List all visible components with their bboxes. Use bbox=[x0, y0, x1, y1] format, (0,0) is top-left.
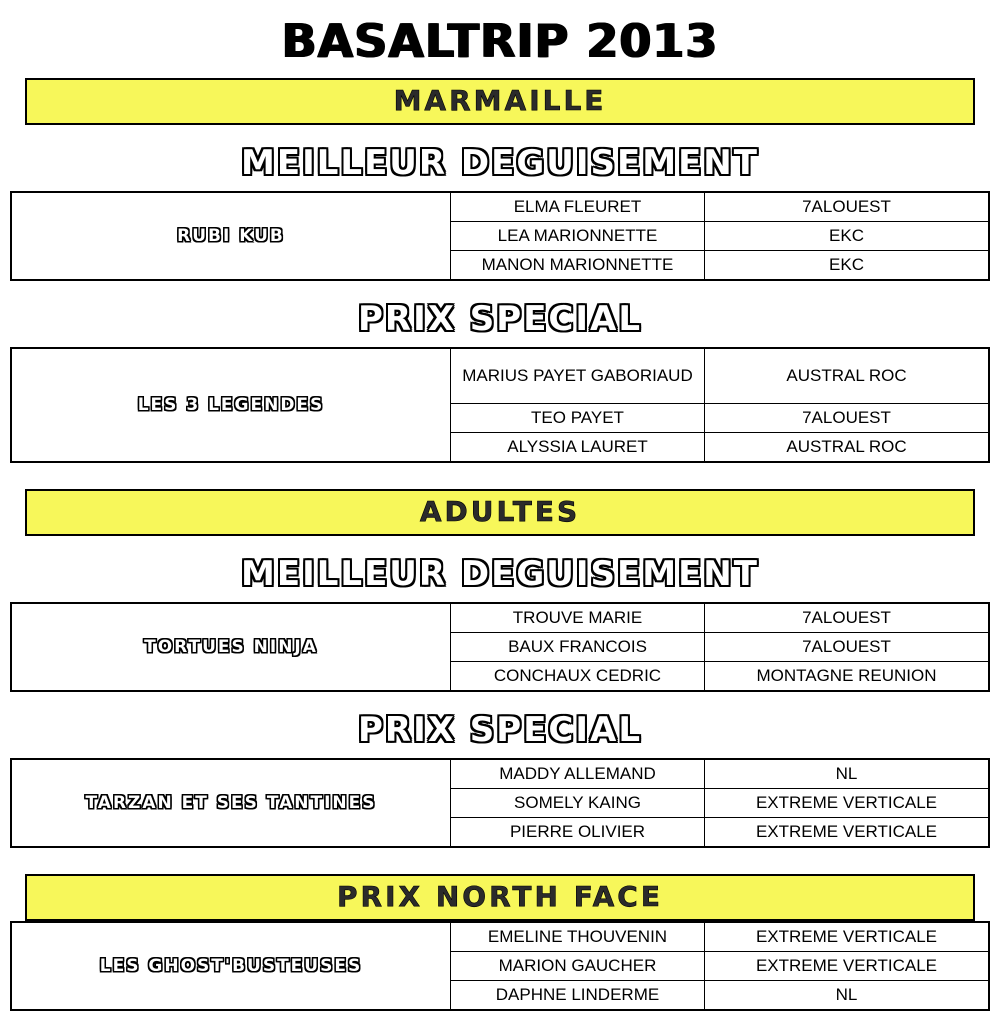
section-banner-label: ADULTES bbox=[419, 495, 581, 528]
club-name: EKC bbox=[705, 222, 990, 251]
club-name: AUSTRAL ROC bbox=[705, 348, 990, 404]
results-page bbox=[0, 14, 1000, 1004]
award-heading-meilleur-deguisement-marmaille: MEILLEUR DEGUISEMENT bbox=[241, 143, 759, 183]
section-banner-prix-north-face bbox=[25, 874, 975, 921]
table-row bbox=[11, 759, 989, 789]
club-name: 7ALOUEST bbox=[705, 633, 990, 662]
club-name: NL bbox=[705, 981, 990, 1011]
award-table-prix-special-adultes bbox=[10, 758, 990, 848]
club-name: AUSTRAL ROC bbox=[705, 433, 990, 463]
team-name: RUBI KUB bbox=[11, 192, 451, 280]
club-name: NL bbox=[705, 759, 990, 789]
member-name: TROUVE MARIE bbox=[451, 603, 705, 633]
spacer bbox=[0, 463, 1000, 489]
club-name: 7ALOUEST bbox=[705, 192, 990, 222]
table-row bbox=[11, 192, 989, 222]
team-name: LES 3 LEGENDES bbox=[11, 348, 451, 462]
award-table-prix-special-marmaille bbox=[10, 347, 990, 463]
section-banner-label: PRIX NORTH FACE bbox=[337, 880, 663, 913]
club-name: 7ALOUEST bbox=[705, 404, 990, 433]
award-table-meilleur-deguisement-marmaille bbox=[10, 191, 990, 281]
award-table-meilleur-deguisement-adultes bbox=[10, 602, 990, 692]
award-heading-prix-special-adultes: PRIX SPECIAL bbox=[357, 710, 642, 750]
member-name: EMELINE THOUVENIN bbox=[451, 922, 705, 952]
table-row bbox=[11, 922, 989, 952]
club-name: 7ALOUEST bbox=[705, 603, 990, 633]
section-banner-label: MARMAILLE bbox=[393, 84, 607, 117]
member-name: BAUX FRANCOIS bbox=[451, 633, 705, 662]
page-title: BASALTRIP 2013 bbox=[281, 14, 719, 68]
award-heading-meilleur-deguisement-adultes: MEILLEUR DEGUISEMENT bbox=[241, 554, 759, 594]
member-name: MARION GAUCHER bbox=[451, 952, 705, 981]
member-name: PIERRE OLIVIER bbox=[451, 818, 705, 848]
member-name: MANON MARIONNETTE bbox=[451, 251, 705, 281]
team-name: TARZAN ET SES TANTINES bbox=[11, 759, 451, 847]
spacer bbox=[0, 848, 1000, 874]
section-banner-adultes bbox=[25, 489, 975, 536]
award-heading-prix-special-marmaille: PRIX SPECIAL bbox=[357, 299, 642, 339]
club-name: EXTREME VERTICALE bbox=[705, 818, 990, 848]
club-name: EXTREME VERTICALE bbox=[705, 789, 990, 818]
member-name: DAPHNE LINDERME bbox=[451, 981, 705, 1011]
section-banner-marmaille bbox=[25, 78, 975, 125]
member-name: MADDY ALLEMAND bbox=[451, 759, 705, 789]
member-name: CONCHAUX CEDRIC bbox=[451, 662, 705, 692]
club-name: MONTAGNE REUNION bbox=[705, 662, 990, 692]
member-name: SOMELY KAING bbox=[451, 789, 705, 818]
team-name: TORTUES NINJA bbox=[11, 603, 451, 691]
club-name: EXTREME VERTICALE bbox=[705, 922, 990, 952]
member-name: LEA MARIONNETTE bbox=[451, 222, 705, 251]
member-name: MARIUS PAYET GABORIAUD bbox=[451, 348, 705, 404]
table-row bbox=[11, 348, 989, 404]
member-name: ELMA FLEURET bbox=[451, 192, 705, 222]
team-name: LES GHOST'BUSTEUSES bbox=[11, 922, 451, 1010]
table-row bbox=[11, 603, 989, 633]
award-table-prix-north-face bbox=[10, 921, 990, 1011]
member-name: TEO PAYET bbox=[451, 404, 705, 433]
club-name: EKC bbox=[705, 251, 990, 281]
club-name: EXTREME VERTICALE bbox=[705, 952, 990, 981]
member-name: ALYSSIA LAURET bbox=[451, 433, 705, 463]
